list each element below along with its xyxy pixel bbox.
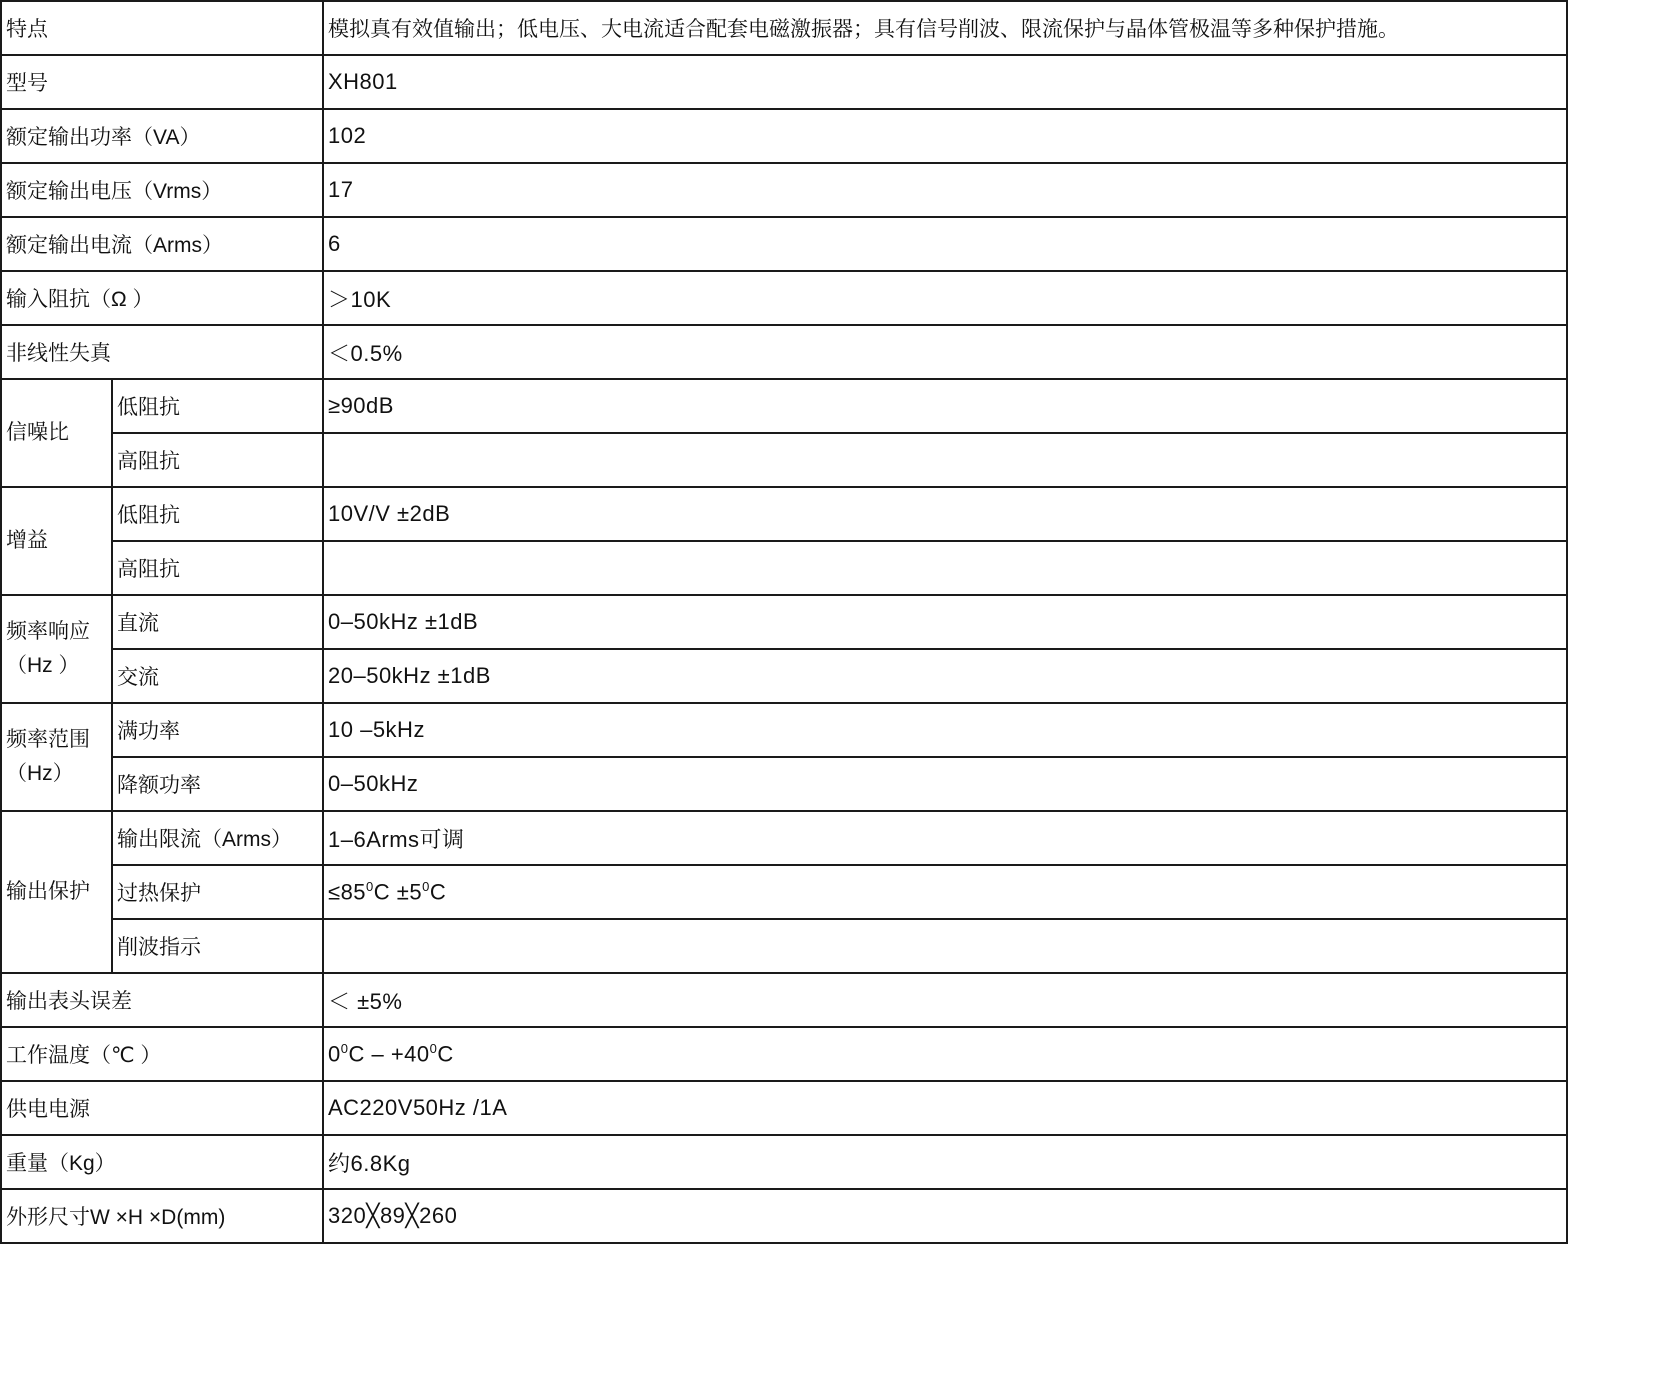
- sub-label: 直流: [112, 595, 323, 649]
- row-value: ＜0.5%: [323, 325, 1567, 379]
- value-part: 0: [328, 1041, 341, 1067]
- table-row: [1, 487, 1567, 541]
- table-row: [1, 1, 1567, 55]
- table-row: [1, 595, 1567, 649]
- superscript: 0: [429, 1040, 438, 1056]
- row-value: 320╳89╳260: [323, 1189, 1567, 1243]
- table-row: [1, 865, 1567, 919]
- table-row: [1, 541, 1567, 595]
- row-value: [323, 919, 1567, 973]
- row-value: 102: [323, 109, 1567, 163]
- superscript: 0: [422, 878, 430, 894]
- table-row: [1, 109, 1567, 163]
- table-row: [1, 433, 1567, 487]
- row-value: XH801: [323, 55, 1567, 109]
- row-value: 约6.8Kg: [323, 1135, 1567, 1189]
- row-label: 重量（Kg）: [1, 1135, 323, 1189]
- group-label: 增益: [1, 487, 112, 595]
- row-value: AC220V50Hz /1A: [323, 1081, 1567, 1135]
- table-row: [1, 1135, 1567, 1189]
- sub-label: 满功率: [112, 703, 323, 757]
- group-label: 频率范围（Hz）: [1, 703, 112, 811]
- table-row: [1, 649, 1567, 703]
- value-part: C: [429, 879, 447, 905]
- sub-label: 输出限流（Arms）: [112, 811, 323, 865]
- value-part: ≤85: [328, 879, 367, 905]
- table-row: [1, 163, 1567, 217]
- value-part: C: [437, 1041, 454, 1067]
- table-row: [1, 973, 1567, 1027]
- group-label: 信噪比: [1, 379, 112, 487]
- row-value: ＜ ±5%: [323, 973, 1567, 1027]
- sub-label: 低阻抗: [112, 487, 323, 541]
- sub-label: 高阻抗: [112, 541, 323, 595]
- row-label: 工作温度（℃ ）: [1, 1027, 323, 1081]
- superscript: 0: [366, 878, 374, 894]
- table-row: [1, 1189, 1567, 1243]
- row-label: 输入阻抗（Ω ）: [1, 271, 323, 325]
- table-row: [1, 325, 1567, 379]
- table-row: [1, 919, 1567, 973]
- sub-label: 低阻抗: [112, 379, 323, 433]
- table-row: [1, 1081, 1567, 1135]
- value-part: C – +40: [348, 1041, 430, 1067]
- sub-label: 交流: [112, 649, 323, 703]
- sub-label: 削波指示: [112, 919, 323, 973]
- row-label: 额定输出电流（Arms）: [1, 217, 323, 271]
- row-label: 额定输出电压（Vrms）: [1, 163, 323, 217]
- row-label: 外形尺寸W ×H ×D(mm): [1, 1189, 323, 1243]
- row-value: [323, 865, 1567, 919]
- sub-label: 降额功率: [112, 757, 323, 811]
- row-value: [323, 433, 1567, 487]
- sub-label: 高阻抗: [112, 433, 323, 487]
- group-label: 频率响应（Hz ）: [1, 595, 112, 703]
- table-row: [1, 271, 1567, 325]
- value-part: C ±5: [373, 879, 423, 905]
- group-label: 输出保护: [1, 811, 112, 973]
- table-row: [1, 1027, 1567, 1081]
- superscript: 0: [340, 1040, 349, 1056]
- row-value: [323, 1027, 1567, 1081]
- table-row: [1, 379, 1567, 433]
- row-value: 1–6Arms可调: [323, 811, 1567, 865]
- row-value: [323, 541, 1567, 595]
- row-value: 10V/V ±2dB: [323, 487, 1567, 541]
- row-value: 10 –5kHz: [323, 703, 1567, 757]
- row-label: 非线性失真: [1, 325, 323, 379]
- row-value: 6: [323, 217, 1567, 271]
- table-row: [1, 757, 1567, 811]
- table-row: [1, 703, 1567, 757]
- table-row: [1, 217, 1567, 271]
- row-value: 模拟真有效值输出；低电压、大电流适合配套电磁激振器；具有信号削波、限流保护与晶体管极温等多种保护措施。: [323, 1, 1567, 55]
- row-value: 0–50kHz: [323, 757, 1567, 811]
- row-label: 额定输出功率（VA）: [1, 109, 323, 163]
- row-label: 特点: [1, 1, 323, 55]
- row-value: ＞10K: [323, 271, 1567, 325]
- row-label: 供电电源: [1, 1081, 323, 1135]
- row-value: 0–50kHz ±1dB: [323, 595, 1567, 649]
- row-value: 20–50kHz ±1dB: [323, 649, 1567, 703]
- table-row: [1, 811, 1567, 865]
- sub-label: 过热保护: [112, 865, 323, 919]
- row-value: ≥90dB: [323, 379, 1567, 433]
- row-label: 型号: [1, 55, 323, 109]
- row-value: 17: [323, 163, 1567, 217]
- table-row: [1, 55, 1567, 109]
- row-label: 输出表头误差: [1, 973, 323, 1027]
